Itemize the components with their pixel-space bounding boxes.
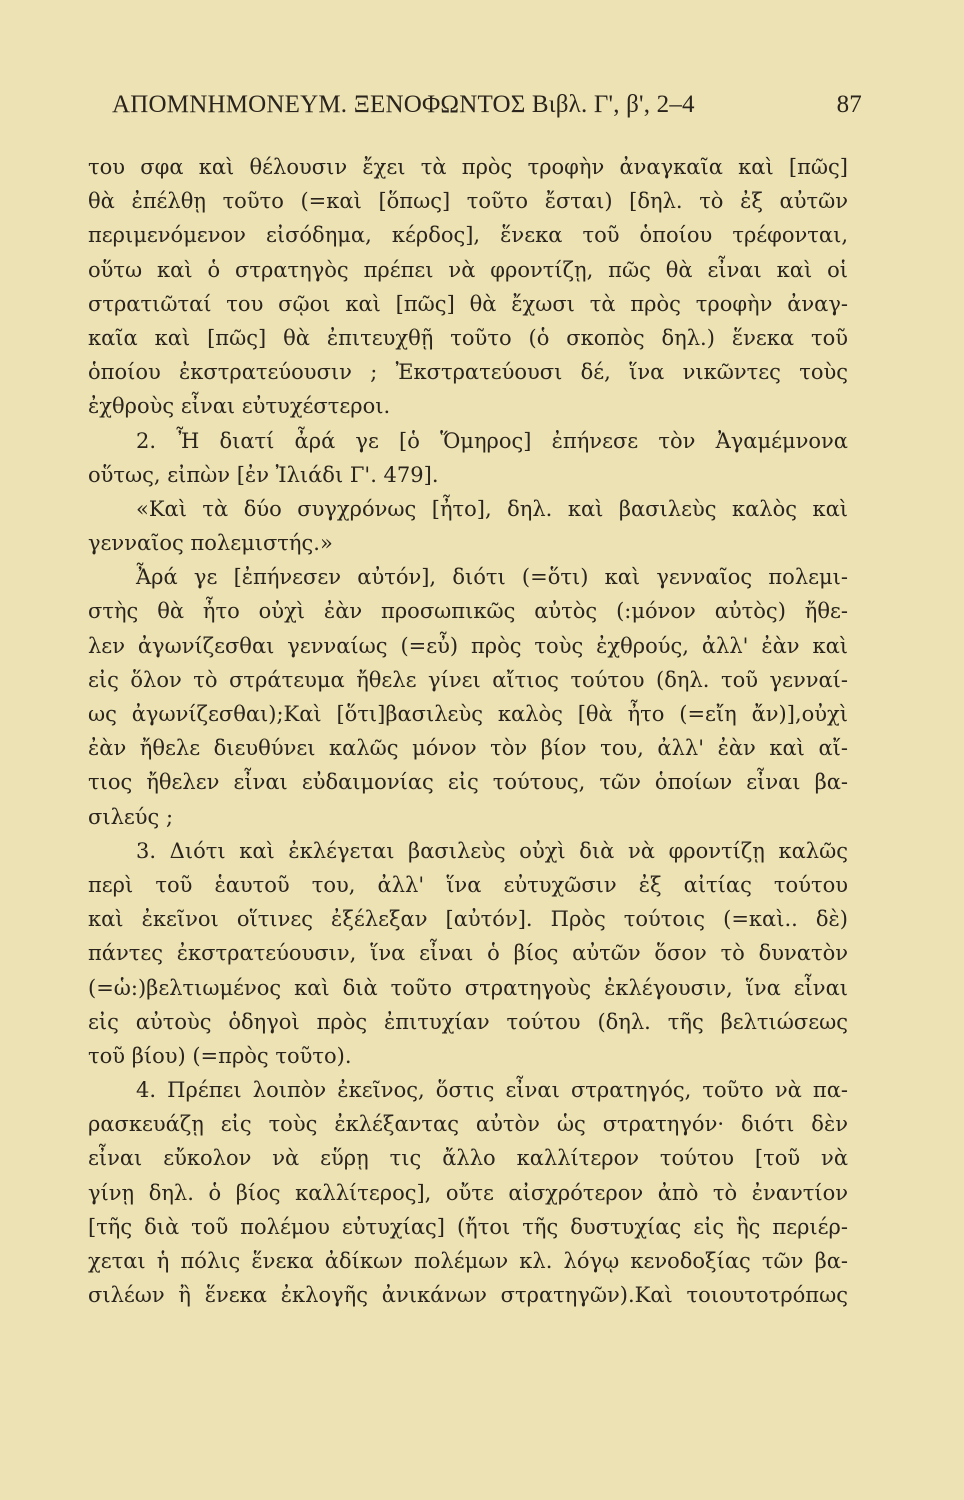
text-line: ἐὰν ἤθελε διευθύνει καλῶς μόνον τὸν βίον του, ἀλλ' ἐὰν καὶ αἴ- xyxy=(88,736,848,761)
text-line: θὰ ἐπέλθῃ τοῦτο (=καὶ [ὅπως] τοῦτο ἔσται) [δηλ. τὸ ἐξ αὐτῶν xyxy=(88,189,848,214)
text-line: σιλεύς ; xyxy=(88,804,174,829)
text-line: ἐχθροὺς εἶναι εὐτυχέστεροι. xyxy=(88,394,391,419)
text-line: «Καὶ τὰ δύο συγχρόνως [ἦτο], δηλ. καὶ βασιλεὺς καλὸς καὶ xyxy=(136,496,848,521)
text-line: 2. Ἦ διατί ἆρά γε [ὁ Ὅμηρος] ἐπήνεσε τὸν Ἀγαμέμνονα xyxy=(136,428,848,453)
page-number: 87 xyxy=(836,91,862,118)
text-line: λεν ἀγωνίζεσθαι γενναίως (=εὖ) πρὸς τοὺς ἐχθρούς, ἀλλ' ἐὰν καὶ xyxy=(88,633,848,658)
running-header xyxy=(112,91,862,119)
text-line: οὕτω καὶ ὁ στρατηγὸς πρέπει νὰ φροντίζῃ, πῶς θὰ εἶναι καὶ οἱ xyxy=(88,257,848,282)
text-line: εἰς ὅλον τὸ στράτευμα ἤθελε γίνει αἴτιος τούτου (δηλ. τοῦ γενναί- xyxy=(88,667,848,692)
text-line: εἰς αὐτοὺς ὁδηγοὶ πρὸς ἐπιτυχίαν τούτου (δηλ. τῆς βελτιώσεως xyxy=(88,1009,848,1034)
text-line: καὶ ἐκεῖνοι οἵτινες ἐξέλεξαν [αὐτόν]. Πρὸς τούτοις (=καὶ.. δὲ) xyxy=(88,907,848,932)
text-line: τοῦ βίου) (=πρὸς τοῦτο). xyxy=(88,1043,352,1068)
text-line: ὁποίου ἐκστρατεύουσιν ; Ἐκστρατεύουσι δέ, ἵνα νικῶντες τοὺς xyxy=(88,360,848,385)
text-line: πάντες ἐκστρατεύουσιν, ἵνα εἶναι ὁ βίος αὐτῶν ὅσον τὸ δυνατὸν xyxy=(88,941,848,966)
text-line: γίνῃ δηλ. ὁ βίος καλλίτερος], οὔτε αἰσχρότερον ἀπὸ τὸ ἐναντίον xyxy=(88,1180,848,1205)
text-line: στρατιῶταί του σῷοι καὶ [πῶς] θὰ ἔχωσι τὰ πρὸς τροφὴν ἀναγ- xyxy=(88,291,848,316)
text-line: γενναῖος πολεμιστής.» xyxy=(88,531,333,556)
text-line: 4. Πρέπει λοιπὸν ἐκεῖνος, ὅστις εἶναι στρατηγός, τοῦτο νὰ πα- xyxy=(136,1078,848,1103)
text-line: ρασκευάζῃ εἰς τοὺς ἐκλέξαντας αὐτὸν ὡς στρατηγόν· διότι δὲν xyxy=(88,1112,848,1137)
text-line: 3. Διότι καὶ ἐκλέγεται βασιλεὺς οὐχὶ διὰ νὰ φροντίζῃ καλῶς xyxy=(136,838,848,863)
text-line: του σφα καὶ θέλουσιν ἔχει τὰ πρὸς τροφὴν ἀναγκαῖα καὶ [πῶς] xyxy=(88,155,848,179)
text-line: χεται ἡ πόλις ἕνεκα ἀδίκων πολέμων κλ. λόγῳ κενοδοξίας τῶν βα- xyxy=(88,1249,848,1273)
text-line: στὴς θὰ ἦτο οὐχὶ ἐὰν προσωπικῶς αὐτὸς (:μόνον αὐτὸς) ἤθε- xyxy=(88,599,848,624)
text-line: περὶ τοῦ ἑαυτοῦ του, ἀλλ' ἵνα εὐτυχῶσιν ἐξ αἰτίας τούτου xyxy=(88,872,848,897)
text-line: [τῆς διὰ τοῦ πολέμου εὐτυχίας] (ἤτοι τῆς δυστυχίας εἰς ἣς περιέρ- xyxy=(88,1214,848,1239)
text-line: τιος ἤθελεν εἶναι εὐδαιμονίας εἰς τούτους, τῶν ὁποίων εἶναι βα- xyxy=(88,770,848,795)
header-title: ΑΠΟΜΝΗΜΟΝΕΥΜ. ΞΕΝΟΦΩΝΤΟΣ Βιβλ. Γ', β', 2–4 xyxy=(112,91,695,118)
text-line: οὕτως, εἰπὼν [ἐν Ἰλιάδι Γ'. 479]. xyxy=(88,462,439,487)
text-line: περιμενόμενον εἰσόδημα, κέρδος], ἕνεκα τοῦ ὁποίου τρέφονται, xyxy=(88,223,848,248)
text-line: Ἆρά γε [ἐπήνεσεν αὐτόν], διότι (=ὅτι) καὶ γενναῖος πολεμι- xyxy=(136,565,848,590)
text-line: ως ἀγωνίζεσθαι);Καὶ [ὅτι]βασιλεὺς καλὸς [θὰ ἦτο (=εἴη ἄν)],οὐχὶ xyxy=(88,702,848,726)
text-line: καῖα καὶ [πῶς] θὰ ἐπιτευχθῇ τοῦτο (ὁ σκοπὸς δηλ.) ἕνεκα τοῦ xyxy=(88,325,848,350)
text-line: (=ὡ:)βελτιωμένος καὶ διὰ τοῦτο στρατηγοὺς ἐκλέγουσιν, ἵνα εἶναι xyxy=(88,975,848,1000)
text-line: σιλέων ἢ ἕνεκα ἐκλογῆς ἀνικάνων στρατηγῶν).Καὶ τοιουτοτρόπως xyxy=(88,1283,848,1308)
page-body xyxy=(88,150,848,1312)
text-line: εἶναι εὔκολον νὰ εὕρῃ τις ἄλλο καλλίτερον τούτου [τοῦ νὰ xyxy=(88,1146,848,1171)
